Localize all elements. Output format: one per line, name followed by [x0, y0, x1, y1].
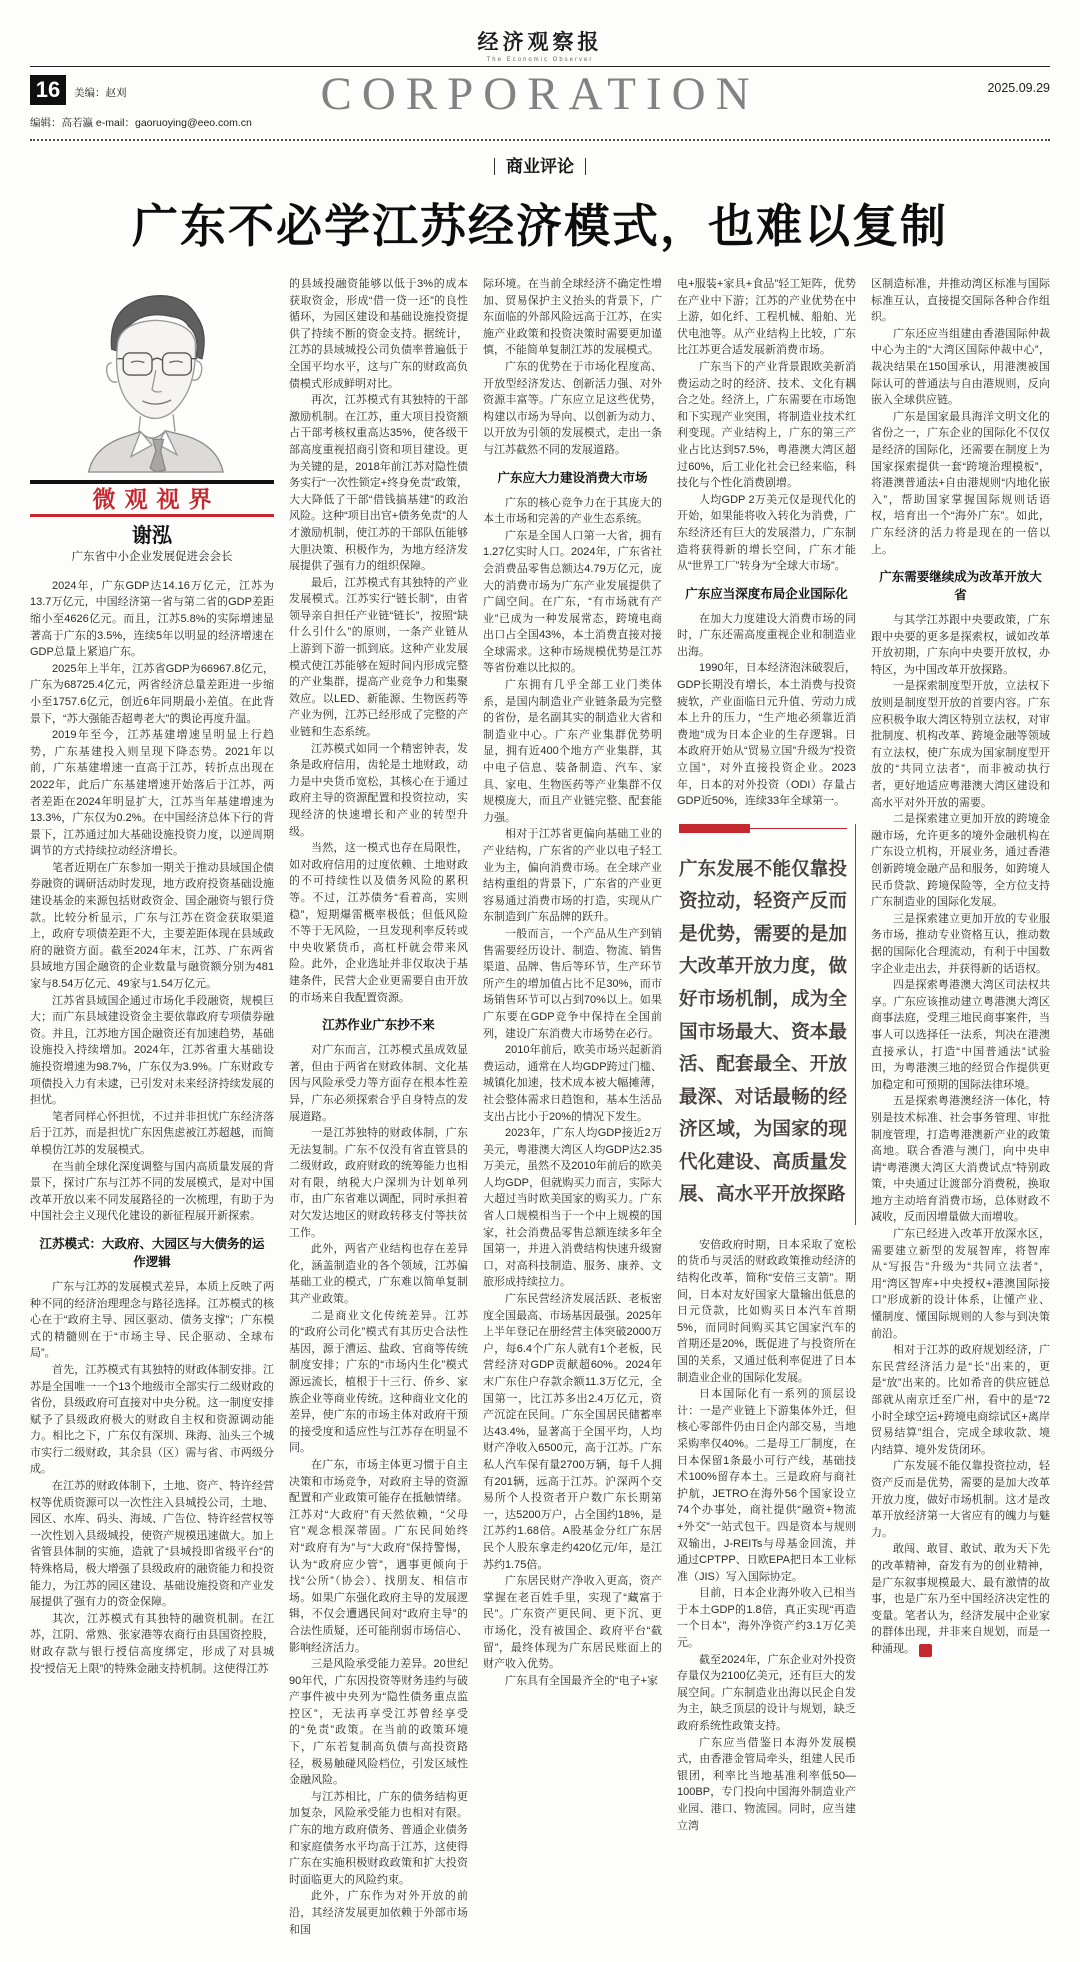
- paragraph: 与江苏相比，广东的债务结构更加复杂，风险承受能力也相对有限。广东的地方政府债务、普通企业债务和家庭债务水平均高于江苏，这使得广东在实施积极财政政策和扩大投资时面临更大的风险约束。: [289, 1790, 468, 1886]
- paragraph: 际环境。在当前全球经济不确定性增加、贸易保护主义抬头的背景下，广东面临的外部风险远高于江苏，在实施产业政策和投资决策时需要更加谨慎，不能简单复制江苏的发展模式。: [483, 278, 662, 357]
- paragraph: 2019年至今，江苏基建增速呈明显上行趋势，广东基建投入则呈现下降态势。2021年以前，广东基建增速一直高于江苏，转折点出现在2022年，此后广东基建增速开始落后于江苏，两者差距在2024年明显扩大，江苏当年基建增速为13.3%，广东仅为0.2%。在中国经济总体下行的背景下，江苏通过加大基础设施投资力度，以逆周期调节的方式持续拉动经济增长。: [30, 729, 274, 858]
- paragraph: 日本国际化有一系列的顶层设计：一是产业链上下游集体外迁，但核心零部件仍由日企内部交易，当地采购率仅40%。二是母工厂制度，在日本保留1条最小可行产线，基础技术100%留存本土。三是政府与商社护航，JETRO在海外56个国家设立74个办事处，商社提供“融资+物流+外交”一站式包干。四是资本与规则双输出，J-REITs与母基金回流，并通过CPTPP、日欧EPA把日本工业标准（JIS）写入国际协定。: [677, 1388, 856, 1583]
- paragraph: 1990年，日本经济泡沫破裂后，GDP长期没有增长，本土消费与投资疲软，产业面临日元升值、劳动力成本上升的压力，“生产地必须靠近消费地”成为日本企业的生存逻辑。日本政府开始从“贸易立国”升级为“投资立国”，对外直接投资企业。2023年，日本的对外投资（ODI）存量占GDP近50%，连续33年全球第一。: [677, 662, 856, 808]
- pull-quote-thick-bar: [679, 824, 750, 833]
- pull-quote-text: 广东发展不能仅靠投资拉动，轻资产反而是优势，需要的是加大改革开放力度，做好市场机制，成为全国市场最大、资本最活、配套最全、开放最深、对话最畅的经济区域，为国家的现代化建设、高质量发展、高水平开放探路: [679, 857, 847, 1205]
- paragraph: 笔者近期在广东参加一期关于推动县域国企债券融资的调研活动时发现，地方政府投资基础设施建设基金的来源包括财政资金、国企融资与银行贷款。比较分析显示，广东与江苏在资金获取渠道上，政府专项债差距不大，主要差距体现在县域政府的融资方面。截至2024年末，江苏、广东两省县域地方国企融资的企业数量与融资额分别为481家与8.54万亿元、49家与1.54万亿元。: [30, 861, 274, 991]
- paragraph: 一是探索制度型开放，立法权下放则是制度型开放的首要内容。广东应积极争取大湾区特别立法权，对审批制度、机构改革、跨境金融等领域有立法权，使广东成为国家制度型开放的“共同立法者”，而非被动执行者，更好地适应粤港澳大湾区建设和高水平对外开放的需要。: [871, 680, 1050, 809]
- paragraph: 首先，江苏模式有其独特的财政体制安排。江苏是全国唯一一个13个地级市全部实行二级财政的省份，县级政府可直接对中央分税。这一制度安排赋予了县级政府极大的财政自主权和资源调动能力。相比之下，广东仅有深圳、珠海、汕头三个城市实行二级财政，其余县（区）需与省、市两级分成。: [30, 1363, 274, 1476]
- author-box-top-rule: [30, 480, 274, 484]
- paragraph: 再次，江苏模式有其独特的干部激励机制。在江苏，重大项目投资额占干部考核权重高达35%，使各级干部高度重视招商引资和项目建设。更为关键的是，2018年前江苏对隐性债务实行“一次性锁定+终身免责”政策，大大降低了干部“借钱搞基建”的政治风险。这种“项目出官+债务免责”的人才激励机制，使江苏的干部队伍能够大胆决策、积极作为，为地方经济发展提供了强有力的组织保障。: [289, 394, 468, 573]
- paper-name: 经济观察报: [477, 30, 603, 54]
- column-4: [677, 276, 856, 1888]
- article-headline: 广东不必学江苏经济模式，也难以复制: [132, 200, 948, 252]
- paragraph: 对广东而言，江苏模式虽成效显著，但由于两省在财政体制、文化基因与风险承受力等方面存在根本性差异，广东必须探索合乎自身特点的发展道路。: [289, 1044, 468, 1123]
- author-affiliation: 广东省中小企业发展促进会会长: [71, 551, 233, 564]
- section-subhead: 广东应大力建设消费大市场: [497, 470, 648, 485]
- paragraph: 区制造标准，并推动湾区标准与国际标准互认，直接提交国际各种合作组织。: [871, 278, 1050, 324]
- paragraph: 在江苏的财政体制下，土地、资产、特许经营权等优质资源可以一次性注入县城投公司，土地、园区、水库、码头、海域、广告位、特许经营权等一次性划入县级城投，使资产规模迅速做大。加上省管县体制的实施，造就了“县城投即省级平台”的特殊格局，极大增强了县级政府的融资能力和投资能力，为江苏的园区建设、基础设施投资和产业发展提供了强有力的资金保障。: [30, 1480, 274, 1609]
- paragraph: 人均GDP 2万美元仅是现代化的开始，如果能将收入转化为消费，广东经济还有巨大的发展潜力，广东制造将获得新的增长空间，广东才能从“世界工厂”转身为“全球大市场”。: [677, 493, 856, 573]
- paragraph: 截至2024年，广东企业对外投资存量仅为2100亿美元，还有巨大的发展空间。广东制造业出海以民企自发为主，缺乏顶层的设计与规划，缺乏政府系统性政策支持。: [677, 1653, 856, 1733]
- paragraph: 在广东，市场主体更习惯于自主决策和市场竞争，对政府主导的资源配置和产业政策可能存在抵触情绪。江苏对“大政府”有天然依赖，“父母官”观念根深蒂固。广东民间始终对“政府有为”与“大政府”保持警惕，认为“政府应少管”，遇事更倾向于找“公所”（协会）、找朋友、相信市场。如果广东强化政府主导的发展逻辑，不仅会遭遇民间对“政府主导”的合法性质疑，还可能削弱市场信心、影响经济活力。: [289, 1458, 468, 1654]
- paragraph: 广东是国家最具海洋文明文化的省份之一，广东企业的国际化不仅仅是经济的国际化，还需要在制度上为国家探索提供一套“跨境治理模板”，将港澳普通法+自由港规则“内地化嵌入”，帮助国家掌握国际规则话语权，培育出一个“海外广东”。如此，广东经济的活力将是现在的一倍以上。: [871, 410, 1050, 556]
- paragraph: 广东当下的产业背景跟欧美新消费运动之时的经济、技术、文化有耦合之处。经济上，广东需要在市场饱和下实现产业突围，将制造业技术红利变现。产业结构上，广东的第三产业占比达到57.5%，粤港澳大湾区超过60%，后工业化社会已经来临，科技化与个性化消费剧增。: [677, 360, 856, 490]
- section-label-text: 商业评论: [506, 157, 574, 176]
- paragraph: 其次，江苏模式有其独特的融资机制。在江苏，江阴、常熟、张家港等农商行由县国资控股，财政存款与银行授信高度绑定，形成了对县城投“授信无上限”的特殊金融支持机制。这使得江苏: [30, 1612, 274, 1675]
- paragraph: 广东的优势在于市场化程度高、开放型经济发达、创新活力强、对外资源丰富等。广东应立足这些优势，构建以市场为导向、以创新为动力、以开放为引领的发展模式，走出一条与江苏截然不同的发展道路。: [483, 360, 662, 456]
- paragraph: 安倍政府时期，日本采取了宽松的货币与灵活的财政政策推动经济的结构化改革，简称“安倍三支箭”。期间，日本对友好国家大量输出低息的日元贷款，比如购买日本汽车首期5%，而同时间购买其它国家汽车的首期还是20%，既促进了与投资所在国的关系，又通过低利率促进了日本制造业企业的国际化发展。: [677, 1238, 856, 1384]
- paragraph: 广东拥有几乎全部工业门类体系，是国内制造业产业链条最为完整的省份，是名副其实的制造业大省和制造业中心。广东产业集群优势明显，拥有近400个地方产业集群，其中电子信息、装备制造、汽车、家具、家电、生物医药等产业集群不仅规模庞大，而且产业链完整、配套能力强。: [483, 679, 662, 824]
- editor-credit: 编辑：高若瀛 e-mail：gaoruoying@eeo.com.cn: [30, 117, 252, 129]
- left-bar: [494, 158, 495, 175]
- paragraph: 2024年，广东GDP达14.16万亿元，江苏为13.7万亿元，中国经济第一省与第二省的GDP差距缩小至4626亿元。而且，江苏5.8%的实际增速显著高于广东的3.5%，连续5年以明显的经济增速在GDP总量上紧追广东。: [30, 579, 274, 659]
- paragraph: 四是探索粤港澳大湾区司法权共享。广东应该推动建立粤港澳大湾区商事法庭，受理三地民商事案件，当事人可以选择任一法系，判决在港澳直接承认，打造“中国普通法”试验田，为粤港澳三地的经贸合作提供更加稳定和可预期的国际法律环境。: [871, 979, 1050, 1091]
- column-2: [289, 276, 468, 1936]
- column-3: [483, 276, 662, 1888]
- art-editor-credit: 美编：赵刈: [74, 87, 127, 99]
- eo-end-mark-icon: e: [919, 1644, 932, 1657]
- author-portrait: [30, 276, 274, 474]
- article-body: [30, 276, 1050, 1936]
- paragraph: 一般而言，一个产品从生产到销售需要经历设计、制造、物流、销售渠道、品牌、售后等环节，生产环节所产生的增加值占比不足30%，而市场销售环节可以占到70%以上。如果广东要在GDP竞争中保持在全国前列，建设广东消费大市场势在必行。: [483, 927, 662, 1040]
- section-band: [30, 67, 1050, 139]
- paragraph: 2025年上半年，江苏省GDP为66967.8亿元，广东为68725.4亿元，两省经济总量差距进一步缩小至1757.6亿元，创近6年同期最小差值。在此背景下，“苏大强能否超粤老大”的舆论再度升温。: [30, 662, 274, 725]
- paragraph: 五是探索粤港澳经济一体化，特别是技术标准、社会事务管理、审批制度管理，打造粤港澳新产业的政策高地。联合香港与澳门，向中央申请“粤港澳大湾区大消费试点”特别政策，中央通过让渡部分消费税，换取地方主动培育消费市场，总体财政不减收，反而因增量做大而增收。: [871, 1095, 1050, 1224]
- paragraph: 此外，广东作为对外开放的前沿，其经济发展更加依赖于外部市场和国: [289, 1890, 468, 1936]
- paragraph: 二是探索建立更加开放的跨境金融市场，允许更多的境外金融机构在广东设立机构，开展业务，通过香港创新跨境金融产品和服务，如跨境人民币贷款、跨境保险等，全方位支持广东制造业的国际化发展。: [871, 813, 1050, 909]
- paragraph: 二是商业文化传统差异。江苏的“政府公司化”模式有其历史合法性基因，源于漕运、盐政、官商等传统制度安排；广东的“市场内生化”模式源远流长，植根于十三行、侨乡、家族企业等商业传统。这种商业文化的差异，使广东的市场主体对政府干预的接受度和适应性与江苏存在明显不同。: [289, 1309, 468, 1455]
- paragraph: 相对于江苏省更偏向基础工业的产业结构，广东省的产业以电子轻工业为主，偏向消费市场。在全球产业结构重组的背景下，广东省的产业更容易通过消费市场的打造，实现从广东制造到广东品牌的跃升。: [483, 828, 662, 924]
- paragraph: 最后，江苏模式有其独特的产业发展模式。江苏实行“链长制”，由省领导亲自担任产业链“链长”，按照“缺什么引什么”的原则，一条产业链从上游到下游一抓到底。这种产业发展模式使江苏能够在短时间内形成完整的产业集群，提高产业竞争力和集聚效应。以LED、新能源、生物医药等产业为例，江苏已经形成了完整的产业链和生态系统。: [289, 576, 468, 739]
- section-title-english: CORPORATION: [320, 68, 760, 120]
- paragraph: 广东的核心竞争力在于其庞大的本土市场和完善的产业生态系统。: [483, 496, 662, 526]
- paragraph: 的县域投融资能够以低于3%的成本获取资金，形成“借一贷一还”的良性循环，为园区建设和基础设施投资提供了持续不断的资金支持。据统计，江苏的县域城投公司负债率普遍低于全国平均水平，这与广东的财政高负债模式形成鲜明对比。: [289, 278, 468, 390]
- paragraph: 广东是全国人口第一大省，拥有1.27亿实时人口。2024年，广东省社会消费品零售总额达4.79万亿元，庞大的消费市场为广东产业发展提供了广阔空间。在广东，“有市场就有产业”已成为一种发展常态，跨境电商出口占全国43%，本土消费直接对接全球需求。这种市场规模优势是江苏等省份难以比拟的。: [483, 529, 662, 675]
- paragraph: 2010年前后，欧美市场兴起新消费运动，通常在人均GDP跨过门槛、城镇化加速，技术成本被大幅摊薄，社会整体需求日趋饱和，基本生活品支出占比小于20%的情况下发生。: [483, 1044, 662, 1123]
- column-2-text: [289, 276, 468, 1938]
- paragraph: 相对于江苏的政府规划经济，广东民营经济活力是“长”出来的，更是“放”出来的。比如希音的供应链总部就从南京迁至广州，看中的是“72小时全球空运+跨境电商综试区+离岸贸易结算”组合，完成全球收款、境内结算、境外发货闭环。: [871, 1344, 1050, 1456]
- author-name: 谢泓: [132, 524, 172, 547]
- column-5: [871, 276, 1050, 1888]
- column-3-text: [483, 276, 662, 1689]
- issue-date: 2025.09.29: [987, 81, 1050, 95]
- author-portrait-sketch-icon: [56, 278, 248, 474]
- paragraph: 广东已经进入改革开放深水区，需要建立新型的发展智库，将智库从“写报告”升级为“共同立法者”，用“湾区智库+中央授权+港澳国际接口”形成新的设计体系，让懂产业、懂制度、懂国际规则的人参与到决策前沿。: [871, 1228, 1050, 1340]
- section-subhead: 江苏作业广东抄不来: [322, 1018, 435, 1033]
- masthead: [30, 26, 1050, 63]
- page-number-box: 16: [30, 75, 66, 105]
- author-box-red-rule: [30, 514, 274, 517]
- column-1-text: [30, 578, 274, 1677]
- paragraph: 江苏模式如同一个精密钟表，发条是政府信用，齿轮是土地财政，动力是中央货币宽松，其核心在于通过政府主导的资源配置和投资拉动，实现经济的快速增长和产业的转型升级。: [289, 742, 468, 838]
- paragraph: 广东与江苏的发展模式差异，本质上反映了两种不同的经济治理理念与路径选择。江苏模式的核心在于“政府主导、园区驱动、债务支撑”；广东模式的精髓则在于“市场主导、民企驱动、全球布局”。: [30, 1280, 274, 1360]
- paragraph: 广东还应当组建由香港国际仲裁中心为主的“大湾区国际仲裁中心”，裁决结果在150国承认，用港澳被国际认可的普通法与自由港规则，反向嵌入全球供应链。: [871, 327, 1050, 407]
- paragraph: 三是风险承受能力差异。20世纪90年代，广东因投资等财务违约与破产事件被中央列为“隐性债务重点监控区”，无法再享受江苏曾经享受的“免责”政策。在当前的政策环境下，广东若复制高负债与高投资路径，极易触碰风险档位，引发区域性金融风险。: [289, 1658, 468, 1787]
- section-subhead: 江苏模式：大政府、大园区与大债务的运作逻辑: [39, 1236, 265, 1269]
- paragraph: 江苏省县域国企通过市场化手段融资，规模巨大；而广东县域建设资金主要依靠政府专项债券融资。并且，江苏地方国企融资还有加速趋势，基础设施投入持续增加。2024年，江苏省重大基础设施投资增速为98.7%，广东仅为3.9%。广东财政专项债投入力有未逮，已引发对未来经济持续发展的担忧。: [30, 994, 274, 1107]
- column-5-text: [871, 276, 1050, 1658]
- paragraph: 广东具有全国最齐全的“电子+家: [505, 1674, 659, 1687]
- opinion-column-name: 微观视界: [92, 486, 221, 512]
- column-4-text: [677, 276, 856, 1834]
- dotted-rule: [30, 139, 1050, 141]
- column-1: [30, 276, 274, 1888]
- paragraph: 此外，两省产业结构也存在差异化，涵盖制造业的各个领域，江苏偏基础工业的模式，广东难以简单复制其产业政策。: [289, 1243, 468, 1306]
- paragraph: 广东发展不能仅靠投资拉动，轻资产反而是优势，需要的是加大改革开放力度，做好市场机制。这才是改革开放经济第一大省应有的魄力与魅力。: [871, 1460, 1050, 1539]
- paragraph: 笔者同样心怀担忧，不过并非担忧广东经济落后于江苏，而是担忧广东因焦虑被江苏超越，而简单模仿江苏的发展模式。: [30, 1110, 274, 1156]
- paragraph: 敢闯、敢冒、敢试、敢为天下先的改革精神，奋发有为的创业精神，是广东叙事规模最大、最有激情的故事，也是广东乃至中国经济决定性的变量。笔者认为，经济发展中企业家的群体出现，并非来自规划，而是一种涌现。 e: [871, 1543, 1050, 1656]
- paper-name-english: The Economic Observer: [486, 57, 594, 63]
- section-subhead: 广东需要继续成为改革开放大省: [879, 570, 1042, 603]
- paragraph: 2023年，广东人均GDP接近2万美元，粤港澳大湾区人均GDP达2.35万美元，虽然不及2010年前后的欧美人均GDP，但就购买力而言，实际大大超过当时欧美国家的购买力。广东省人口规模相当于一个中上规模的国家，社会消费品零售总额连续多年全国第一，并进入消费结构快速升级窗口，对高科技制造、服务、康养、文旅形成持续拉力。: [483, 1127, 662, 1289]
- paragraph: 当然，这一模式也存在局限性，如对政府信用的过度依赖、土地财政的不可持续性以及债务风险的累积等。不过，江苏债务“看着高，实则稳”，短期爆雷概率极低；但低风险不等于无风险，一旦发现利率反转或中央收紧货币，高杠杆就会带来风险。此外，企业选址并非仅取决于基建条件，民营大企业更需要自由开放的市场来自我配置资源。: [289, 842, 468, 1004]
- paragraph: 在当前全球化深度调整与国内高质量发展的背景下，探讨广东与江苏不同的发展模式，是对中国改革开放以来不同发展路径的一次梳理，有助于为中国社会主义现代化建设的新征程展开新探索。: [30, 1160, 274, 1223]
- paragraph: 广东应当借鉴日本海外发展模式，由香港金管局牵头，组建人民币银团，利率比当地基准利率低50—100BP，专门投向中国海外制造业产业园、港口、物流园。同时，应当建立湾: [677, 1736, 856, 1832]
- section-label: [30, 152, 1050, 177]
- paragraph: 三是探索建立更加开放的专业服务市场，推动专业资格互认，推动数据的国际化合理流动，有利于中国数字企业走出去，并获得新的话语权。: [871, 912, 1050, 975]
- section-subhead: 广东应当深度布局企业国际化: [685, 586, 848, 601]
- right-bar: [585, 158, 586, 175]
- pull-quote-rule: [679, 824, 847, 833]
- paragraph: 与其学江苏跟中央要政策，广东跟中央要的更多是探索权，诚如改革开放初期，广东向中央要开放权，办特区，为中国改革开放探路。: [871, 614, 1050, 676]
- paragraph: 电+服装+家具+食品”轻工矩阵，优势在产业中下游；江苏的产业优势在中上游，如化纤、工程机械、船舶、光伏电池等。从产业结构上比较，广东比江苏更合适发展新消费市场。: [677, 278, 856, 357]
- paragraph: 广东居民财产净收入更高，资产掌握在老百姓手里，实现了“藏富于民”。广东资产更民间、更下沉、更市场化，没有被国企、政府平台“截留”，最终体现为广东居民账面上的财产收入优势。: [483, 1575, 662, 1671]
- paragraph: 在加大力度建设大消费市场的同时，广东还需高度重视企业和制造业出海。: [677, 612, 856, 658]
- pull-quote: [677, 824, 856, 1225]
- paragraph: 一是江苏独特的财政体制，广东无法复制。广东不仅没有省直管县的二级财政，政府财政的统筹能力也相对有限，纳税大户深圳为计划单列市，由广东省难以调配，同时承担着对欠发达地区的财政转移支付等扶贫工作。: [289, 1127, 468, 1239]
- paragraph: 目前，日本企业海外收入已相当于本土GDP的1.8倍，真正实现“再造一个日本”，海外净资产约3.1万亿美元。: [677, 1587, 856, 1650]
- paragraph: 广东民营经济发展活跃、老板密度全国最高、市场基因最强。2025年上半年登记在册经营主体突破2000万户，每6.4个广东人就有1个老板，民营经济对GDP贡献超60%。2024年末广东住户存款余额11.3万亿元，全国第一，比江苏多出2.4万亿元，资产沉淀在民间。广东全国居民储蓄率达43.4%，显著高于全国平均，人均财产净收入6500元，高于江苏。广东私人汽车保有量2700万辆，每千人拥有201辆，远高于江苏。沪深两个交易所个人投资者开户数广东长期第一，达5200万户，占全国约18%，是江苏约1.68倍。A股基金分红广东居民个人股东拿走约420亿元/年，是江苏约1.75倍。: [483, 1293, 662, 1571]
